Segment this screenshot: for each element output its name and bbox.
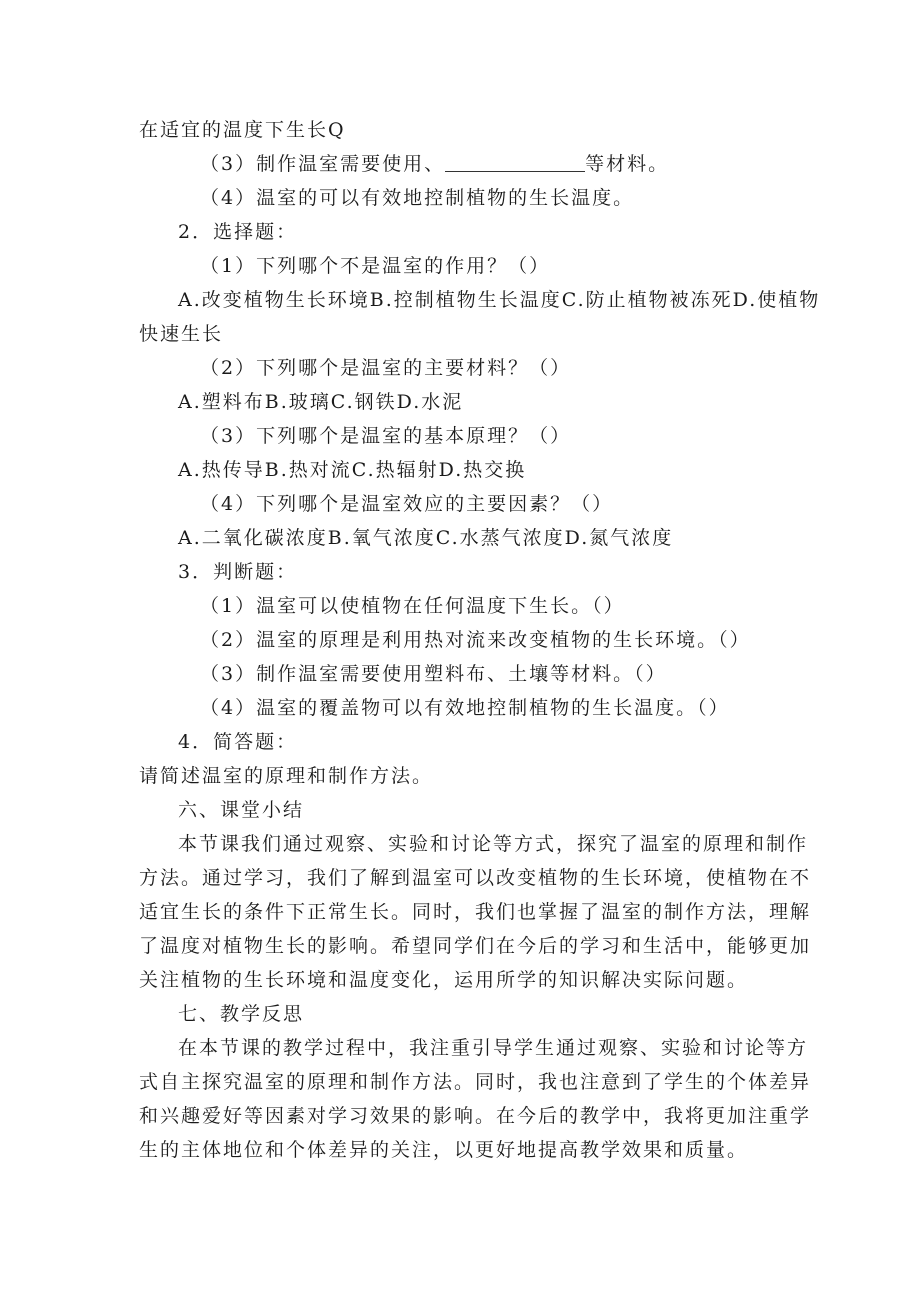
judge-question-1: （1）温室可以使植物在任何温度下生长。（） — [200, 595, 625, 617]
paragraph-line: 式自主探究温室的原理和制作方法。同时，我也注意到了学生的个体差异 — [139, 1071, 812, 1093]
paragraph-line: 关注植物的生长环境和温度变化，运用所学的知识解决实际问题。 — [139, 969, 749, 991]
text-segment: （3）制作温室需要使用、 — [200, 153, 446, 175]
section-heading-judge: 3．判断题： — [178, 561, 298, 583]
choice-question-3: （3）下列哪个是温室的基本原理？（） — [200, 425, 572, 447]
choice-options-3: A.热传导B.热对流C.热辐射D.热交换 — [178, 459, 527, 481]
answer-blank — [445, 153, 585, 172]
text-line: 在适宜的温度下生长Q — [139, 119, 346, 141]
paragraph-line: 和兴趣爱好等因素对学习效果的影响。在今后的教学中，我将更加注重学 — [139, 1105, 812, 1127]
judge-question-2: （2）温室的原理是利用热对流来改变植物的生长环境。（） — [200, 629, 751, 651]
paragraph-line: 方法。通过学习，我们了解到温室可以改变植物的生长环境，使植物在不 — [139, 867, 812, 889]
section-heading-short: 4．简答题： — [178, 731, 298, 753]
paragraph-line: 在本节课的教学过程中，我注重引导学生通过观察、实验和讨论等方 — [178, 1037, 809, 1059]
paragraph-line: 本节课我们通过观察、实验和讨论等方式，探究了温室的原理和制作 — [178, 833, 809, 855]
choice-options-2: A.塑料布B.玻璃C.钢铁D.水泥 — [178, 391, 464, 413]
fill-question-4: （4）温室的可以有效地控制植物的生长温度。 — [200, 187, 635, 209]
choice-question-2: （2）下列哪个是温室的主要材料？（） — [200, 357, 572, 379]
heading-summary: 六、课堂小结 — [178, 799, 305, 821]
choice-options-4: A.二氧化碳浓度B.氧气浓度C.水蒸气浓度D.氮气浓度 — [178, 527, 674, 549]
choice-options-1: A.改变植物生长环境B.控制植物生长温度C.防止植物被冻死D.使植物 — [178, 289, 821, 311]
judge-question-3: （3）制作温室需要使用塑料布、土壤等材料。（） — [200, 663, 667, 685]
paragraph-line: 生的主体地位和个体差异的关注，以更好地提高教学效果和质量。 — [139, 1139, 749, 1161]
choice-question-4: （4）下列哪个是温室效应的主要因素？（） — [200, 493, 614, 515]
choice-question-1: （1）下列哪个不是温室的作用？（） — [200, 255, 551, 277]
text-segment: 等材料。 — [585, 153, 670, 175]
section-heading-choice: 2．选择题： — [178, 221, 298, 243]
paragraph-line: 适宜生长的条件下正常生长。同时，我们也掌握了温室的制作方法，理解 — [139, 901, 812, 923]
paragraph-line: 了温度对植物生长的影响。希望同学们在今后的学习和生活中，能够更加 — [139, 935, 812, 957]
fill-question-3 — [200, 151, 669, 177]
judge-question-4: （4）温室的覆盖物可以有效地控制植物的生长温度。（） — [200, 697, 730, 719]
choice-options-1-cont: 快速生长 — [139, 323, 224, 345]
heading-reflection: 七、教学反思 — [178, 1003, 305, 1025]
short-answer-question: 请简述温室的原理和制作方法。 — [139, 765, 434, 787]
